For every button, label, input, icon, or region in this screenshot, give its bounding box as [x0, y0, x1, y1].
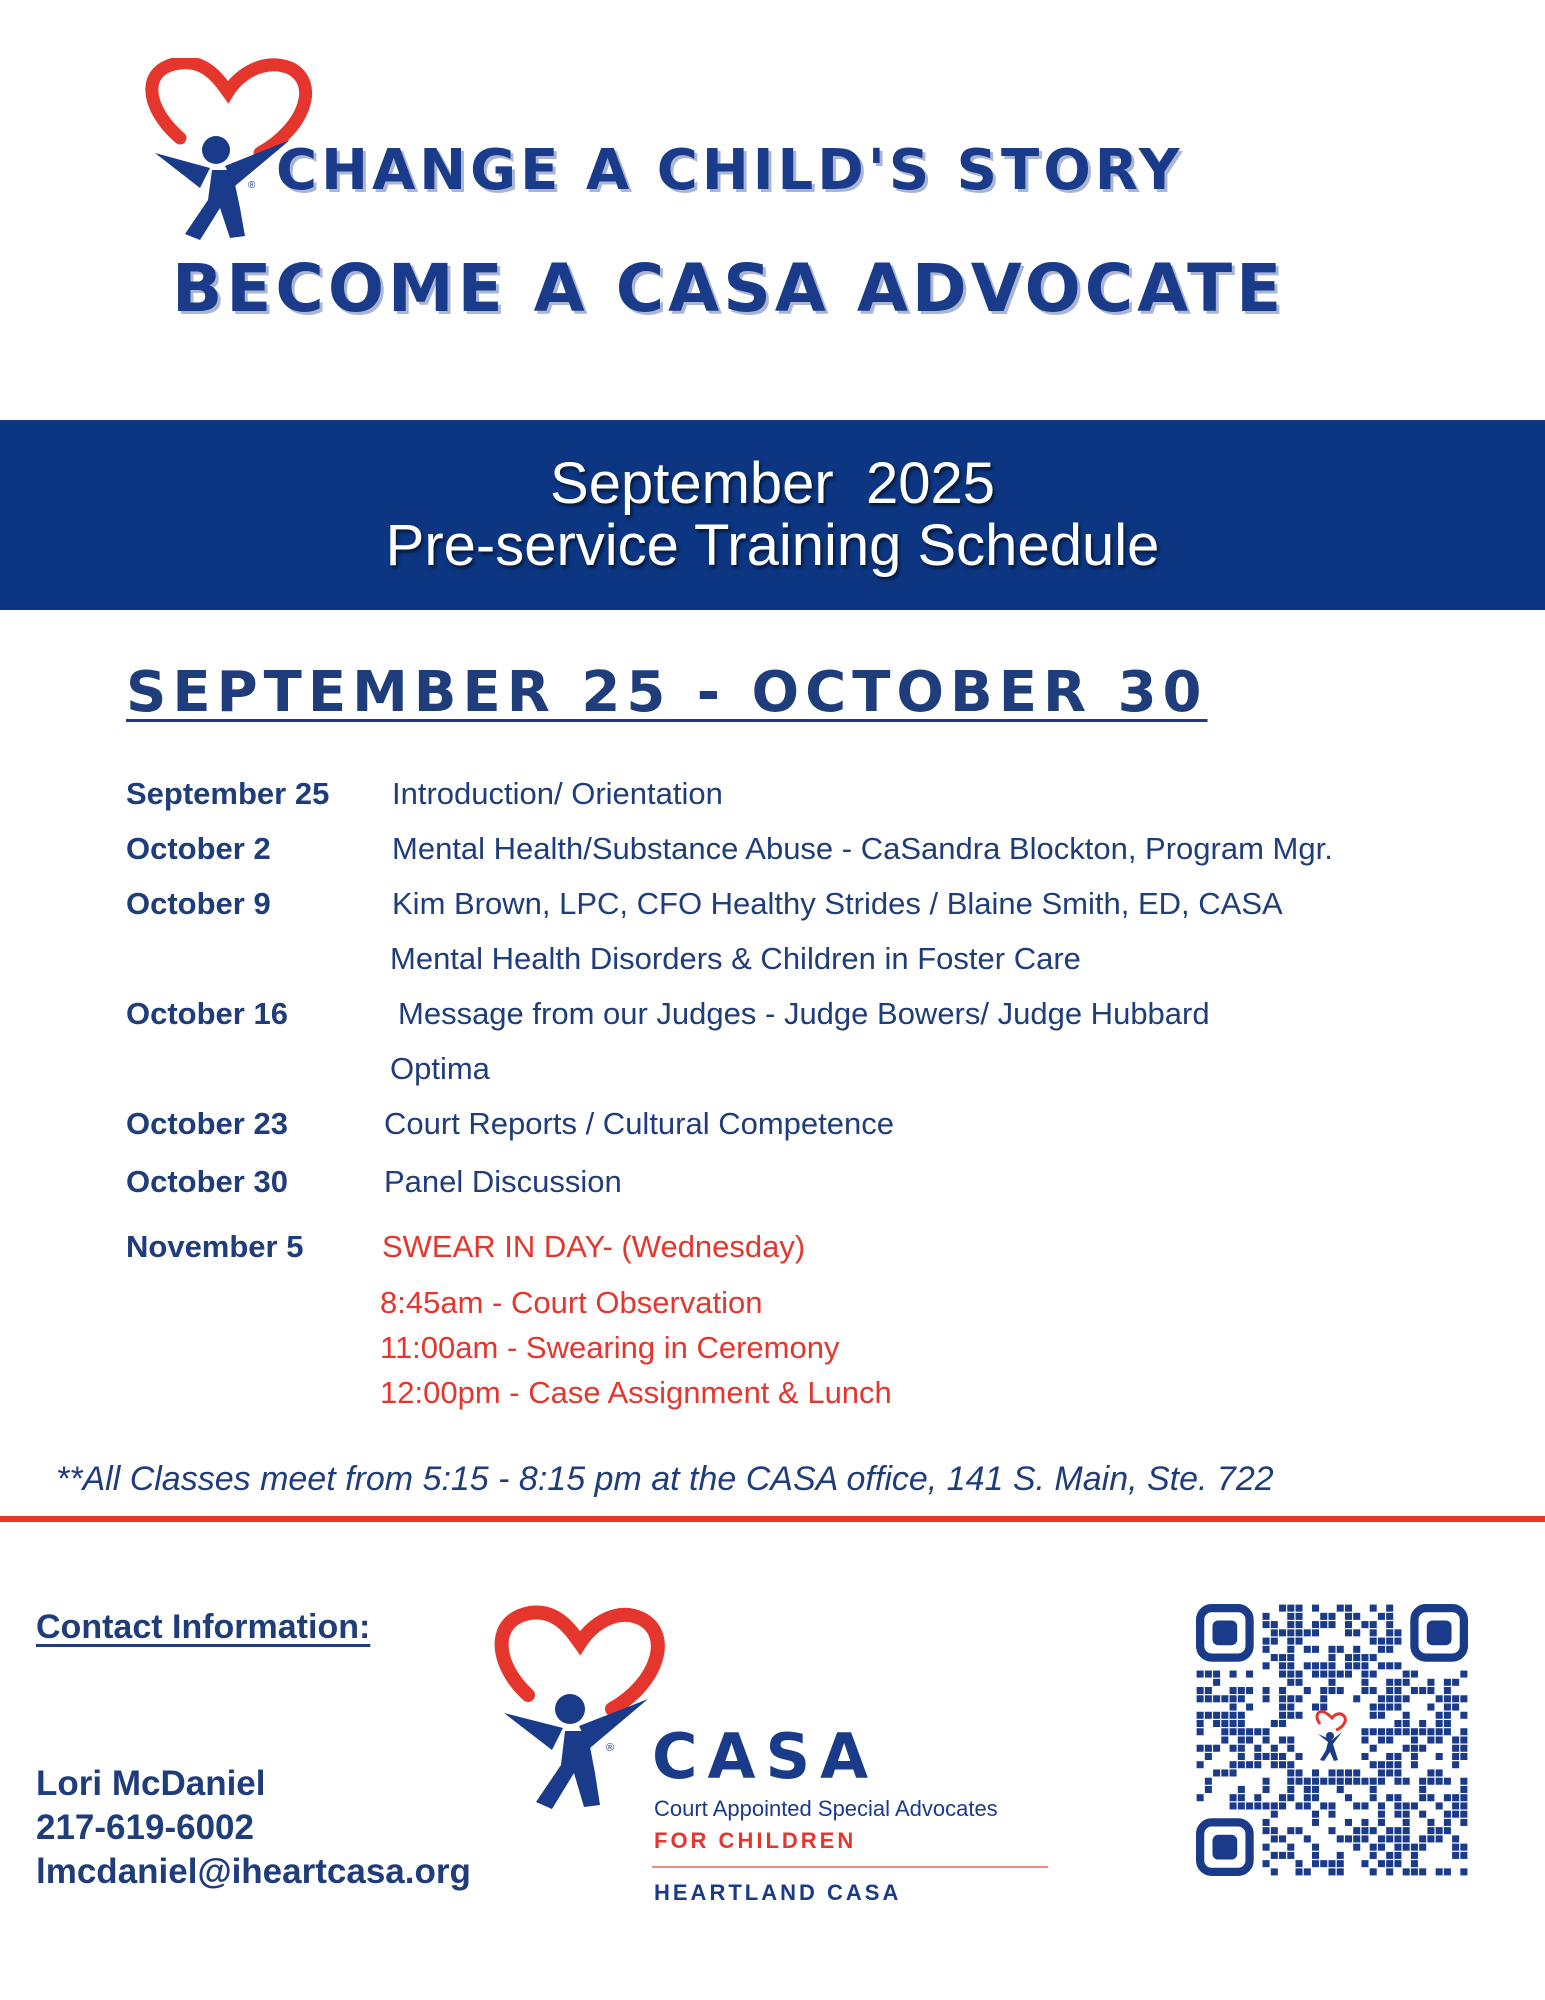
schedule-date: October 30 [126, 1164, 288, 1199]
swear-in-item: 11:00am - Swearing in Ceremony [380, 1330, 840, 1365]
casa-logo-subtitle: Court Appointed Special Advocates [654, 1796, 998, 1821]
schedule-banner [0, 420, 1545, 610]
schedule-topic: Mental Health/Substance Abuse - CaSandra Blockton, Program Mgr. [392, 831, 1333, 866]
schedule-date: October 9 [126, 886, 271, 921]
casa-logo-word: CASA [652, 1720, 879, 1793]
swear-in-item: 12:00pm - Case Assignment & Lunch [380, 1375, 892, 1410]
schedule-date: October 16 [126, 996, 288, 1031]
class-time-note: **All Classes meet from 5:15 - 8:15 pm at the CASA office, 141 S. Main, Ste. 722 [56, 1460, 1274, 1498]
casa-logo-icon [490, 1605, 670, 1820]
svg-text:®: ® [606, 1742, 615, 1754]
casa-logo-org: HEARTLAND CASA [654, 1880, 902, 1905]
schedule-date: September 25 [126, 776, 330, 811]
banner-title: Pre-service Training Schedule [385, 513, 1160, 578]
qr-code-icon [1196, 1604, 1468, 1876]
schedule-date: October 23 [126, 1106, 288, 1141]
schedule-topic: Panel Discussion [384, 1164, 622, 1199]
casa-logo-for-children: FOR CHILDREN [654, 1828, 857, 1853]
schedule-date: November 5 [126, 1229, 304, 1264]
contact-heading: Contact Information: [36, 1608, 371, 1646]
banner-month: September 2025 [550, 451, 995, 516]
contact-email: lmcdaniel@iheartcasa.org [36, 1852, 471, 1891]
swear-in-day: SWEAR IN DAY- (Wednesday) [382, 1229, 806, 1264]
schedule-topic: Mental Health Disorders & Children in Foster Care [390, 941, 1081, 976]
schedule-topic: Optima [390, 1051, 490, 1086]
headline-become-advocate: BECOME A CASA ADVOCATE [172, 250, 1286, 327]
svg-text:®: ® [248, 180, 256, 191]
schedule-topic: Court Reports / Cultural Competence [384, 1106, 895, 1141]
schedule-topic: Message from our Judges - Judge Bowers/ Judge Hubbard [398, 996, 1210, 1031]
red-divider [0, 1516, 1545, 1522]
headline-change-story: CHANGE A CHILD'S STORY [276, 138, 1184, 203]
date-range-heading: SEPTEMBER 25 - OCTOBER 30 [126, 660, 1208, 725]
schedule-topic: Introduction/ Orientation [392, 776, 723, 811]
schedule-date: October 2 [126, 831, 271, 866]
contact-name: Lori McDaniel [36, 1764, 266, 1803]
swear-in-item: 8:45am - Court Observation [380, 1285, 763, 1320]
casa-logo-rule [652, 1866, 1048, 1868]
contact-phone: 217-619-6002 [36, 1808, 254, 1847]
schedule-topic: Kim Brown, LPC, CFO Healthy Strides / Blaine Smith, ED, CASA [392, 886, 1283, 921]
